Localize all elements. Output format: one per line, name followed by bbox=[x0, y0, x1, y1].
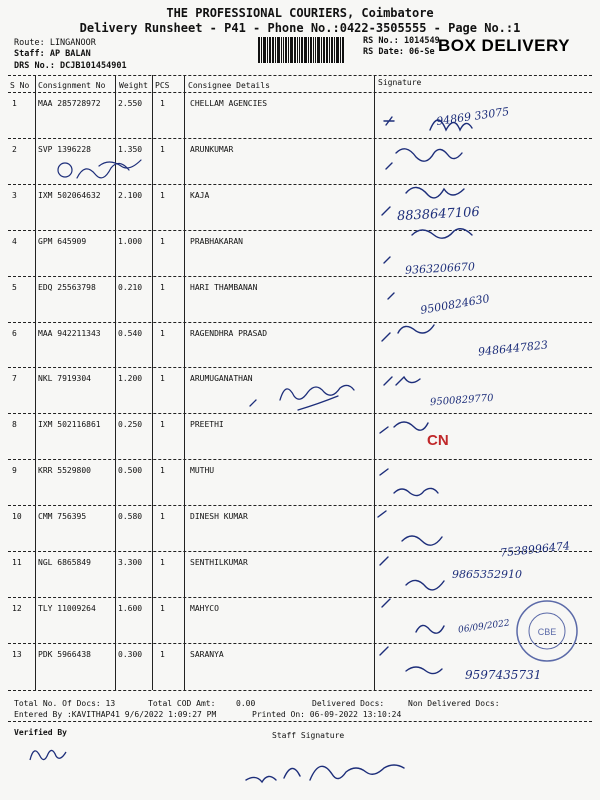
barcode-bar bbox=[326, 37, 328, 63]
barcode-bar bbox=[285, 37, 287, 63]
row-pcs: 1 bbox=[160, 99, 165, 108]
row-sno: 6 bbox=[12, 328, 17, 338]
row-sno: 4 bbox=[12, 236, 17, 246]
row-weight: 1.600 bbox=[118, 603, 143, 613]
route-label: Route: LINGANOOR bbox=[14, 38, 96, 48]
row-consignment: CMM 756395 bbox=[38, 512, 87, 522]
row-pcs: 1 bbox=[160, 512, 165, 522]
row-pcs: 1 bbox=[160, 282, 165, 292]
row-pcs: 1 bbox=[160, 190, 165, 200]
handwritten-phone: 9363206670 bbox=[404, 260, 476, 277]
row-pcs: 1 bbox=[160, 144, 165, 154]
row-consignment: TLY 11009264 bbox=[38, 603, 96, 613]
handwritten-signature bbox=[240, 370, 380, 415]
row-pcs: 1 bbox=[160, 649, 165, 659]
company-title: THE PROFESSIONAL COURIERS, Coimbatore bbox=[166, 6, 434, 20]
barcode-bar bbox=[321, 37, 322, 63]
row-sno: 1 bbox=[12, 99, 17, 108]
row-consignment: PDK 5966438 bbox=[38, 649, 91, 659]
staff-signature-label: Staff Signature bbox=[272, 731, 345, 740]
barcode-bar bbox=[331, 37, 333, 63]
handwritten-phone: 8838647106 bbox=[396, 204, 481, 225]
row-consignment: MAA 285728972 bbox=[38, 99, 101, 108]
col-sno: S No bbox=[10, 81, 30, 90]
rs-number: RS No.: 1014549 bbox=[363, 36, 440, 46]
barcode-bar bbox=[299, 37, 300, 63]
row-sno: 12 bbox=[12, 603, 22, 613]
handwritten-phone: 94869 33075 bbox=[435, 104, 511, 129]
row-consignee: SENTHILKUMAR bbox=[190, 558, 248, 567]
col-signature: Signature bbox=[378, 78, 422, 87]
row-consignment: EDQ 25563798 bbox=[38, 282, 96, 292]
row-weight: 1.200 bbox=[118, 374, 143, 384]
row-consignee: HARI THAMBANAN bbox=[190, 282, 258, 292]
row-consignee: MUTHU bbox=[190, 466, 215, 476]
staff-signature-scribble bbox=[240, 750, 420, 790]
divider bbox=[8, 721, 592, 722]
row-sno: 3 bbox=[12, 190, 17, 200]
row-pcs: 1 bbox=[160, 236, 165, 246]
row-pcs: 1 bbox=[160, 466, 165, 476]
row-sno: 7 bbox=[12, 374, 17, 384]
non-delivered-docs: Non Delivered Docs: bbox=[408, 699, 500, 708]
row-pcs: 1 bbox=[160, 603, 165, 613]
row-consignee: KAJA bbox=[190, 190, 210, 200]
row-weight: 3.300 bbox=[118, 558, 143, 567]
row-sno: 10 bbox=[12, 512, 22, 522]
row-weight: 0.300 bbox=[118, 649, 143, 659]
barcode-bar bbox=[277, 37, 280, 63]
row-consignee: ARUMUGANATHAN bbox=[190, 374, 253, 384]
barcode-bar bbox=[288, 37, 289, 63]
row-sno: 9 bbox=[12, 466, 17, 476]
row-consignment: IXM 502116861 bbox=[38, 420, 101, 430]
verified-by-label: Verified By bbox=[14, 728, 67, 737]
row-weight: 2.550 bbox=[118, 99, 143, 108]
row-pcs: 1 bbox=[160, 420, 165, 430]
row-sno: 5 bbox=[12, 282, 17, 292]
row-weight: 0.580 bbox=[118, 512, 143, 522]
row-consignee: ARUNKUMAR bbox=[190, 144, 234, 154]
handwritten-phone: 9500829770 bbox=[429, 392, 494, 409]
barcode-bar bbox=[263, 37, 266, 63]
rs-date: RS Date: 06-Se bbox=[363, 47, 435, 57]
barcode-bar bbox=[340, 37, 341, 63]
row-consignment: NGL 6865849 bbox=[38, 558, 91, 567]
barcode-bar bbox=[301, 37, 303, 63]
barcode-bar bbox=[317, 37, 320, 63]
barcode-bar bbox=[336, 37, 339, 63]
row-weight: 0.500 bbox=[118, 466, 143, 476]
barcode bbox=[258, 37, 358, 63]
row-consignee: PREETHI bbox=[190, 420, 224, 430]
barcode-bar bbox=[294, 37, 296, 63]
barcode-bar bbox=[342, 37, 344, 63]
row-pcs: 1 bbox=[160, 558, 165, 567]
row-consignee: RAGENDHRA PRASAD bbox=[190, 328, 268, 338]
row-pcs: 1 bbox=[160, 328, 165, 338]
divider bbox=[8, 75, 592, 76]
divider bbox=[8, 92, 592, 93]
box-delivery-stamp: BOX DELIVERY bbox=[438, 36, 570, 55]
row-consignee: SARANYA bbox=[190, 649, 224, 659]
row-consignment: KRR 5529800 bbox=[38, 466, 91, 476]
barcode-bar bbox=[269, 37, 271, 63]
barcode-bar bbox=[304, 37, 307, 63]
barcode-bar bbox=[315, 37, 316, 63]
row-pcs: 1 bbox=[160, 374, 165, 384]
handwritten-phone: 9597435731 bbox=[465, 668, 542, 682]
divider bbox=[8, 690, 592, 691]
verifier-signature bbox=[26, 742, 76, 766]
col-consignment: Consignment No bbox=[38, 81, 106, 90]
row-consignment: SVP 1396228 bbox=[38, 144, 91, 154]
handwritten-phone: 9865352910 bbox=[452, 568, 522, 581]
row-consignee: DINESH KUMAR bbox=[190, 512, 248, 522]
barcode-bar bbox=[283, 37, 284, 63]
company-seal bbox=[512, 596, 582, 666]
runsheet-subtitle: Delivery Runsheet - P41 - Phone No.:0422-3505555 - Page No.:1 bbox=[79, 21, 521, 35]
row-consignment: IXM 502064632 bbox=[38, 190, 101, 200]
handwritten-phone: 9486447823 bbox=[477, 338, 549, 359]
barcode-bar bbox=[329, 37, 330, 63]
handwritten-date: 06/09/2022 bbox=[457, 618, 511, 636]
handwritten-phone: 7538996474 bbox=[499, 539, 571, 560]
row-sno: 11 bbox=[12, 558, 22, 567]
barcode-bar bbox=[290, 37, 293, 63]
entered-by: Entered By :KAVITHAP41 9/6/2022 1:09:27 PM bbox=[14, 710, 217, 719]
col-pcs: PCS bbox=[155, 81, 170, 90]
barcode-bar bbox=[297, 37, 298, 63]
handwritten-cn: CN bbox=[427, 432, 449, 449]
barcode-bar bbox=[258, 37, 260, 63]
handwritten-phone: 9500824630 bbox=[419, 292, 491, 317]
row-sno: 2 bbox=[12, 144, 17, 154]
barcode-bar bbox=[281, 37, 282, 63]
barcode-bar bbox=[267, 37, 268, 63]
barcode-bar bbox=[272, 37, 274, 63]
col-consignee: Consignee Details bbox=[188, 81, 270, 90]
row-consignment: GPM 645909 bbox=[38, 236, 87, 246]
row-consignment: NKL 7919304 bbox=[38, 374, 91, 384]
total-cod-label: Total COD Amt: bbox=[148, 699, 216, 708]
printed-on: Printed On: 06-09-2022 13:10:24 bbox=[252, 710, 402, 719]
row-sno: 13 bbox=[12, 649, 22, 659]
barcode-bar bbox=[308, 37, 309, 63]
row-weight: 0.540 bbox=[118, 328, 143, 338]
barcode-bar bbox=[275, 37, 276, 63]
staff-label: Staff: AP BALAN bbox=[14, 49, 91, 59]
barcode-bar bbox=[261, 37, 262, 63]
row-sno: 8 bbox=[12, 420, 17, 430]
drs-label: DRS No.: DCJB101454901 bbox=[14, 61, 127, 71]
row-consignee: CHELLAM AGENCIES bbox=[190, 99, 268, 108]
total-docs: Total No. Of Docs: 13 bbox=[14, 699, 116, 708]
barcode-bar bbox=[323, 37, 325, 63]
col-weight: Weight bbox=[119, 81, 148, 90]
row-weight: 0.210 bbox=[118, 282, 143, 292]
handwritten-note bbox=[55, 150, 175, 190]
row-consignment: MAA 942211343 bbox=[38, 328, 101, 338]
barcode-bar bbox=[334, 37, 335, 63]
row-weight: 2.100 bbox=[118, 190, 143, 200]
row-weight: 1.000 bbox=[118, 236, 143, 246]
svg-text:CBE: CBE bbox=[537, 627, 557, 637]
barcode-bar bbox=[313, 37, 314, 63]
row-consignee: PRABHAKARAN bbox=[190, 236, 243, 246]
delivered-docs: Delivered Docs: bbox=[312, 699, 385, 708]
barcode-bar bbox=[310, 37, 312, 63]
total-cod-value: 0.00 bbox=[236, 699, 256, 708]
row-weight: 0.250 bbox=[118, 420, 143, 430]
row-weight: 1.350 bbox=[118, 144, 143, 154]
row-consignee: MAHYCO bbox=[190, 603, 219, 613]
